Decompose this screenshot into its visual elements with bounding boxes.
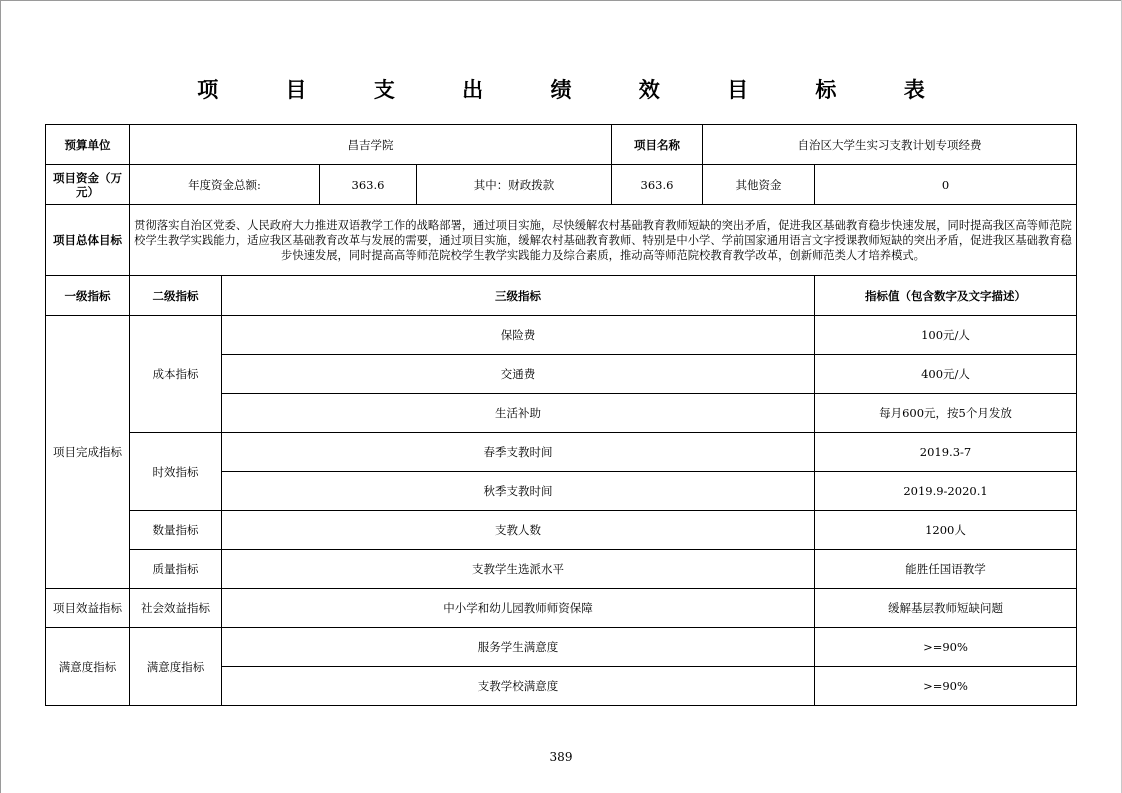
other-funds-value: 0	[815, 165, 1077, 205]
completion-indicator-label: 项目完成指标	[46, 316, 130, 589]
project-name-value: 自治区大学生实习支教计划专项经费	[703, 125, 1077, 165]
benefit-indicator-label: 项目效益指标	[46, 589, 130, 628]
social-benefit-indicator-label: 社会效益指标	[130, 589, 222, 628]
indicator-value: 400元/人	[815, 355, 1077, 394]
goal-text: 贯彻落实自治区党委、人民政府大力推进双语教学工作的战略部署，通过项目实施，尽快缓解农村基础教育教师短缺的突出矛盾，促进我区基础教育稳步快速发展，同时提高我区高等师范院校学生教学实践能力，适应我区基础教育改革与发展的需要，通过项目实施，缓解农村基础教育教师、特别是中小学、学前国家通用语言文字授课教师短缺的突出矛盾，促进我区基础教育稳步快速发展，同时提高高等师范院校学生教学实践能力及综合素质，推动高等师范院校教育教学改革，创新师范类人才培养模式。	[130, 205, 1077, 276]
indicator-name: 支教学校满意度	[222, 667, 815, 706]
indicator-name: 中小学和幼儿园教师师资保障	[222, 589, 815, 628]
indicator-name: 支教学生选派水平	[222, 550, 815, 589]
cost-indicator-label: 成本指标	[130, 316, 222, 433]
column-level3: 三级指标	[222, 276, 815, 316]
column-value: 指标值（包含数字及文字描述）	[815, 276, 1077, 316]
indicator-name: 保险费	[222, 316, 815, 355]
indicator-name: 秋季支教时间	[222, 472, 815, 511]
budget-unit-label: 预算单位	[46, 125, 130, 165]
goal-row	[46, 205, 1077, 276]
document-title: 项 目 支 出 绩 效 目 标 表	[197, 78, 955, 102]
satisfaction-indicator-label: 满意度指标	[46, 628, 130, 706]
indicator-name: 交通费	[222, 355, 815, 394]
budget-unit-value: 昌吉学院	[130, 125, 612, 165]
total-funds-label: 年度资金总额:	[130, 165, 320, 205]
quality-indicator-label: 质量指标	[130, 550, 222, 589]
indicator-value: 2019.3-7	[815, 433, 1077, 472]
indicator-name: 春季支教时间	[222, 433, 815, 472]
goal-label: 项目总体目标	[46, 205, 130, 276]
table-row	[46, 511, 1077, 550]
timeliness-indicator-label: 时效指标	[130, 433, 222, 511]
column-header-row	[46, 276, 1077, 316]
indicator-name: 支教人数	[222, 511, 815, 550]
quantity-indicator-label: 数量指标	[130, 511, 222, 550]
table-row	[46, 316, 1077, 355]
fiscal-funds-value: 363.6	[612, 165, 703, 205]
header-row	[46, 125, 1077, 165]
column-level1: 一级指标	[46, 276, 130, 316]
indicator-value: >=90%	[815, 628, 1077, 667]
indicator-value: 100元/人	[815, 316, 1077, 355]
table-row	[46, 433, 1077, 472]
performance-target-table	[45, 124, 1077, 706]
indicator-value: 2019.9-2020.1	[815, 472, 1077, 511]
table-row	[46, 550, 1077, 589]
indicator-value: 1200人	[815, 511, 1077, 550]
project-name-label: 项目名称	[612, 125, 703, 165]
other-funds-label: 其他资金	[703, 165, 815, 205]
indicator-name: 服务学生满意度	[222, 628, 815, 667]
indicator-value: >=90%	[815, 667, 1077, 706]
indicator-name: 生活补助	[222, 394, 815, 433]
indicator-value: 每月600元，按5个月发放	[815, 394, 1077, 433]
funds-label: 项目资金（万元）	[46, 165, 130, 205]
indicator-value: 能胜任国语教学	[815, 550, 1077, 589]
total-funds-value: 363.6	[320, 165, 417, 205]
funds-row	[46, 165, 1077, 205]
table-row	[46, 628, 1077, 667]
page-number: 389	[549, 750, 573, 764]
fiscal-funds-label: 其中：财政拨款	[417, 165, 612, 205]
table-row	[46, 589, 1077, 628]
indicator-value: 缓解基层教师短缺问题	[815, 589, 1077, 628]
column-level2: 二级指标	[130, 276, 222, 316]
satisfaction-sub-indicator-label: 满意度指标	[130, 628, 222, 706]
